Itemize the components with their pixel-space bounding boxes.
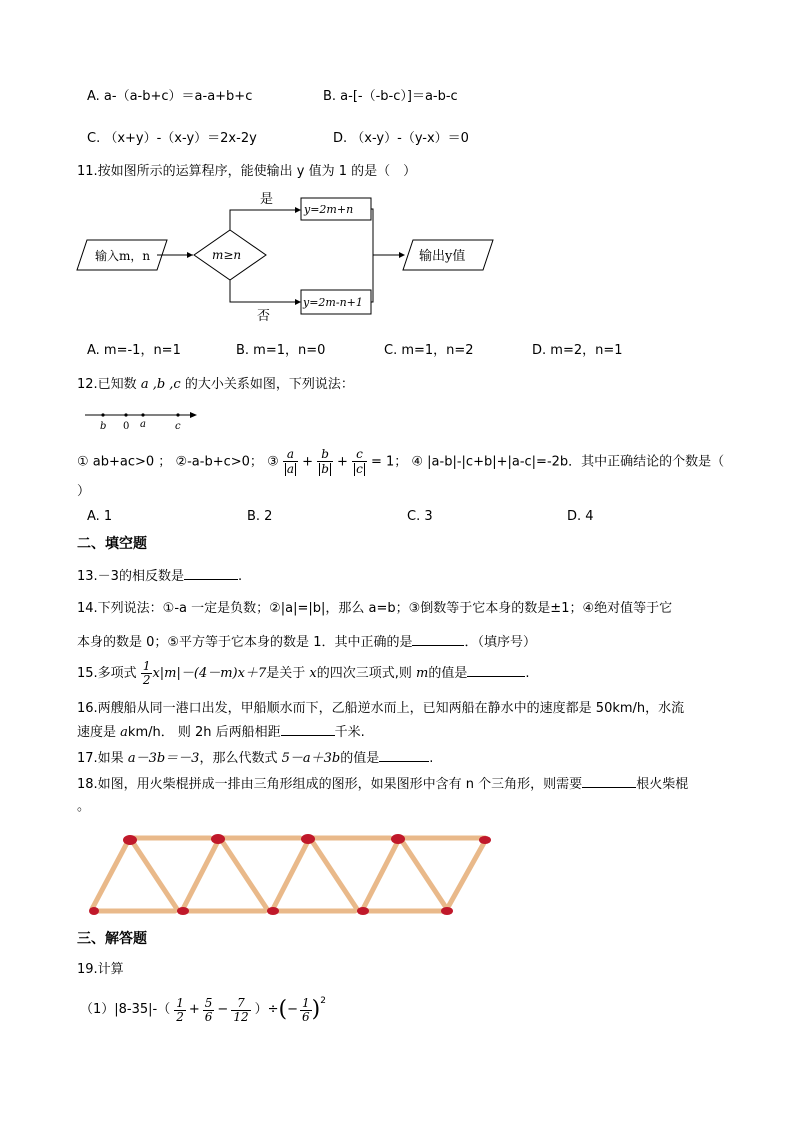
q17-answer-blank[interactable] <box>379 748 429 762</box>
q17-condition: a－3b＝－3 <box>127 751 200 766</box>
match-head <box>177 907 189 915</box>
q19-frac-3: $\frac{7}{12}$ <box>233 995 249 1024</box>
q12-stem-vars: a ,b ,c <box>140 377 181 392</box>
q12-stem <box>77 376 354 394</box>
matchstick <box>222 841 267 909</box>
matchstick <box>447 841 485 909</box>
match-head <box>357 907 369 915</box>
q18-answer-blank[interactable] <box>582 774 636 788</box>
q11-option-b: B. m=1，n=0 <box>236 343 326 358</box>
match-head <box>211 834 225 844</box>
q10-option-d: D. （x-y）-（y-x）＝0 <box>333 131 469 146</box>
q12-frac-c: $\frac{c}{c}$ <box>352 448 367 476</box>
q10-option-a: A. a-（a-b+c）＝a-a+b+c <box>87 89 253 104</box>
q16-answer-blank[interactable] <box>281 722 335 736</box>
flowchart-no-formula: y=2m-n+1 <box>303 296 363 309</box>
q14-line-2: 本身的数是 0；⑤平方等于它本身的数是 1．其中正确的是 ．（填序号） <box>77 632 536 652</box>
q12-close-paren: ） <box>77 484 91 499</box>
q19-exponent: 2 <box>320 996 326 1006</box>
number-line-label-c: c <box>175 421 181 432</box>
q11-stem: 11.按如图所示的运算程序，能使输出 y 值为 1 的是（ ） <box>77 164 417 179</box>
q12-option-c: C. 3 <box>407 509 433 524</box>
q13-answer-blank[interactable] <box>184 566 238 580</box>
flowchart-no-line <box>230 280 299 302</box>
q15-polynomial: x|m|－(4－m)x＋7 <box>152 666 267 681</box>
matchstick <box>273 841 308 909</box>
flowchart-diagram <box>75 185 505 325</box>
match-head <box>479 836 491 844</box>
q12-stem-prefix: 12.已知数 <box>77 377 137 392</box>
q19-title: 19.计算 <box>77 962 124 977</box>
q14-line-1: 14.下列说法：①-a 一定是负数；②|a|=|b|，那么 a=b；③倒数等于它本身的数是±1；④绝对值等于它 <box>77 601 673 616</box>
q11-option-d: D. m=2，n=1 <box>532 343 623 358</box>
q19-frac-4: $\frac{1}{6}$ <box>302 995 310 1024</box>
q19-part-1: （1）|8-35|-（ $\frac{1}{2}$ + $\frac{5}{6}$ − $\frac{7}{12}$ ）÷ ( − $\frac{1}{6}$ ) $^2$ <box>80 990 326 1030</box>
matchstick-figure <box>80 823 500 923</box>
section-heading-solve: 三、解答题 <box>77 931 147 947</box>
matchstick <box>402 841 447 909</box>
q11-option-c: C. m=1，n=2 <box>384 343 474 358</box>
match-head <box>301 834 315 844</box>
q16-line-1: 16.两艘船从同一港口出发，甲船顺水而下，乙船逆水而上，已知两船在静水中的速度都是 50km/h，水流 <box>77 701 685 716</box>
flowchart-output-label: 输出y值 <box>419 249 466 264</box>
q17-expression: 5－a＋3b <box>281 751 341 766</box>
q10-option-c: C. （x+y）-（x-y）＝2x-2y <box>87 131 257 146</box>
q12-option-d: D. 4 <box>567 509 594 524</box>
q12-statement-2: ②-a-b+c>0； <box>175 454 263 470</box>
flowchart-input-label: 输入m，n <box>95 249 151 263</box>
matchstick <box>132 841 177 909</box>
match-head <box>123 835 137 845</box>
q15-answer-blank[interactable] <box>467 663 525 677</box>
flowchart-arrowhead <box>295 299 301 305</box>
q18-line-1: 18.如图，用火柴棍拼成一排由三角形组成的图形，如果图形中含有 n 个三角形，则需要 根火柴棍 <box>77 774 688 794</box>
q15: 15.多项式 $\frac{1}{2}$ x|m|－(4－m)x＋7是关于 x的四次三项式,则 m的值是 . <box>77 659 530 687</box>
q12-stem-suffix: 的大小关系如图，下列说法： <box>184 377 354 392</box>
matchstick <box>312 841 357 909</box>
q19-frac-1: $\frac{1}{2}$ <box>176 995 184 1024</box>
flowchart-arrowhead <box>187 252 193 258</box>
match-head <box>89 907 99 915</box>
match-head <box>441 907 453 915</box>
section-heading-fill-in: 二、填空题 <box>77 536 147 552</box>
q12-statements: ① ab+ac>0 ； ②-a-b+c>0； ③ $\frac{a}{a}$ + $\frac{b}{b}$ + $\frac{c}{c}$ = 1； ④ |a-b|-|c+b|+|a-c|=-2b．其中正确结论的个数是（ <box>77 447 725 476</box>
q14-answer-blank[interactable] <box>412 632 464 646</box>
flowchart-yes-line <box>230 210 299 230</box>
q11-option-a: A. m=-1，n=1 <box>87 343 181 358</box>
flowchart-arrowhead <box>295 207 301 213</box>
q12-frac-b: $\frac{b}{b}$ <box>317 448 333 476</box>
flowchart-arrowhead <box>399 252 405 258</box>
q12-option-a: A. 1 <box>87 509 113 524</box>
flowchart-condition-label: m≥n <box>212 248 242 262</box>
number-line-arrowhead <box>190 412 197 418</box>
flowchart-no-label: 否 <box>257 309 271 324</box>
q16-line-2: 速度是 akm/h． 则 2h 后两船相距 千米. <box>77 722 365 742</box>
flowchart-yes-formula: y=2m+n <box>304 203 354 216</box>
number-line-point-b <box>101 413 104 416</box>
q10-option-b: B. a-[-（-b-c）]＝a-b-c <box>323 89 458 104</box>
number-line-label-a: a <box>140 419 146 430</box>
number-line-label-zero: 0 <box>123 421 130 432</box>
q12-statement-4: ④ |a-b|-|c+b|+|a-c|=-2b．其中正确结论的个数是（ <box>411 454 725 470</box>
q15-fraction: $\frac{1}{2}$ <box>142 659 151 687</box>
q12-statement-1: ① ab+ac>0 ； <box>77 454 172 470</box>
number-line-point-a <box>141 413 144 416</box>
number-line-point-c <box>176 413 179 416</box>
number-line-label-b: b <box>100 421 107 432</box>
q18-line-2: 。 <box>77 799 91 814</box>
flowchart-yes-label: 是 <box>260 192 274 207</box>
q13-text: 13.－3的相反数是 <box>77 569 184 584</box>
q13: 13.－3的相反数是 . <box>77 566 242 586</box>
q17: 17.如果 a－3b＝－3，那么代数式 5－a＋3b的值是 . <box>77 748 433 768</box>
number-line <box>85 407 205 432</box>
match-head <box>391 834 405 844</box>
matchstick <box>183 841 218 909</box>
q19-frac-2: $\frac{5}{6}$ <box>204 995 213 1024</box>
match-head <box>267 907 279 915</box>
q12-frac-a: $\frac{a}{a}$ <box>283 448 298 476</box>
q12-statement-3: ③ <box>267 454 279 470</box>
matchstick <box>92 841 128 909</box>
flowchart-merge-line <box>371 209 373 302</box>
q12-statement-3-eq: = 1； <box>370 454 408 470</box>
number-line-point-zero <box>124 413 127 416</box>
matchstick <box>363 841 398 909</box>
q12-option-b: B. 2 <box>247 509 273 524</box>
